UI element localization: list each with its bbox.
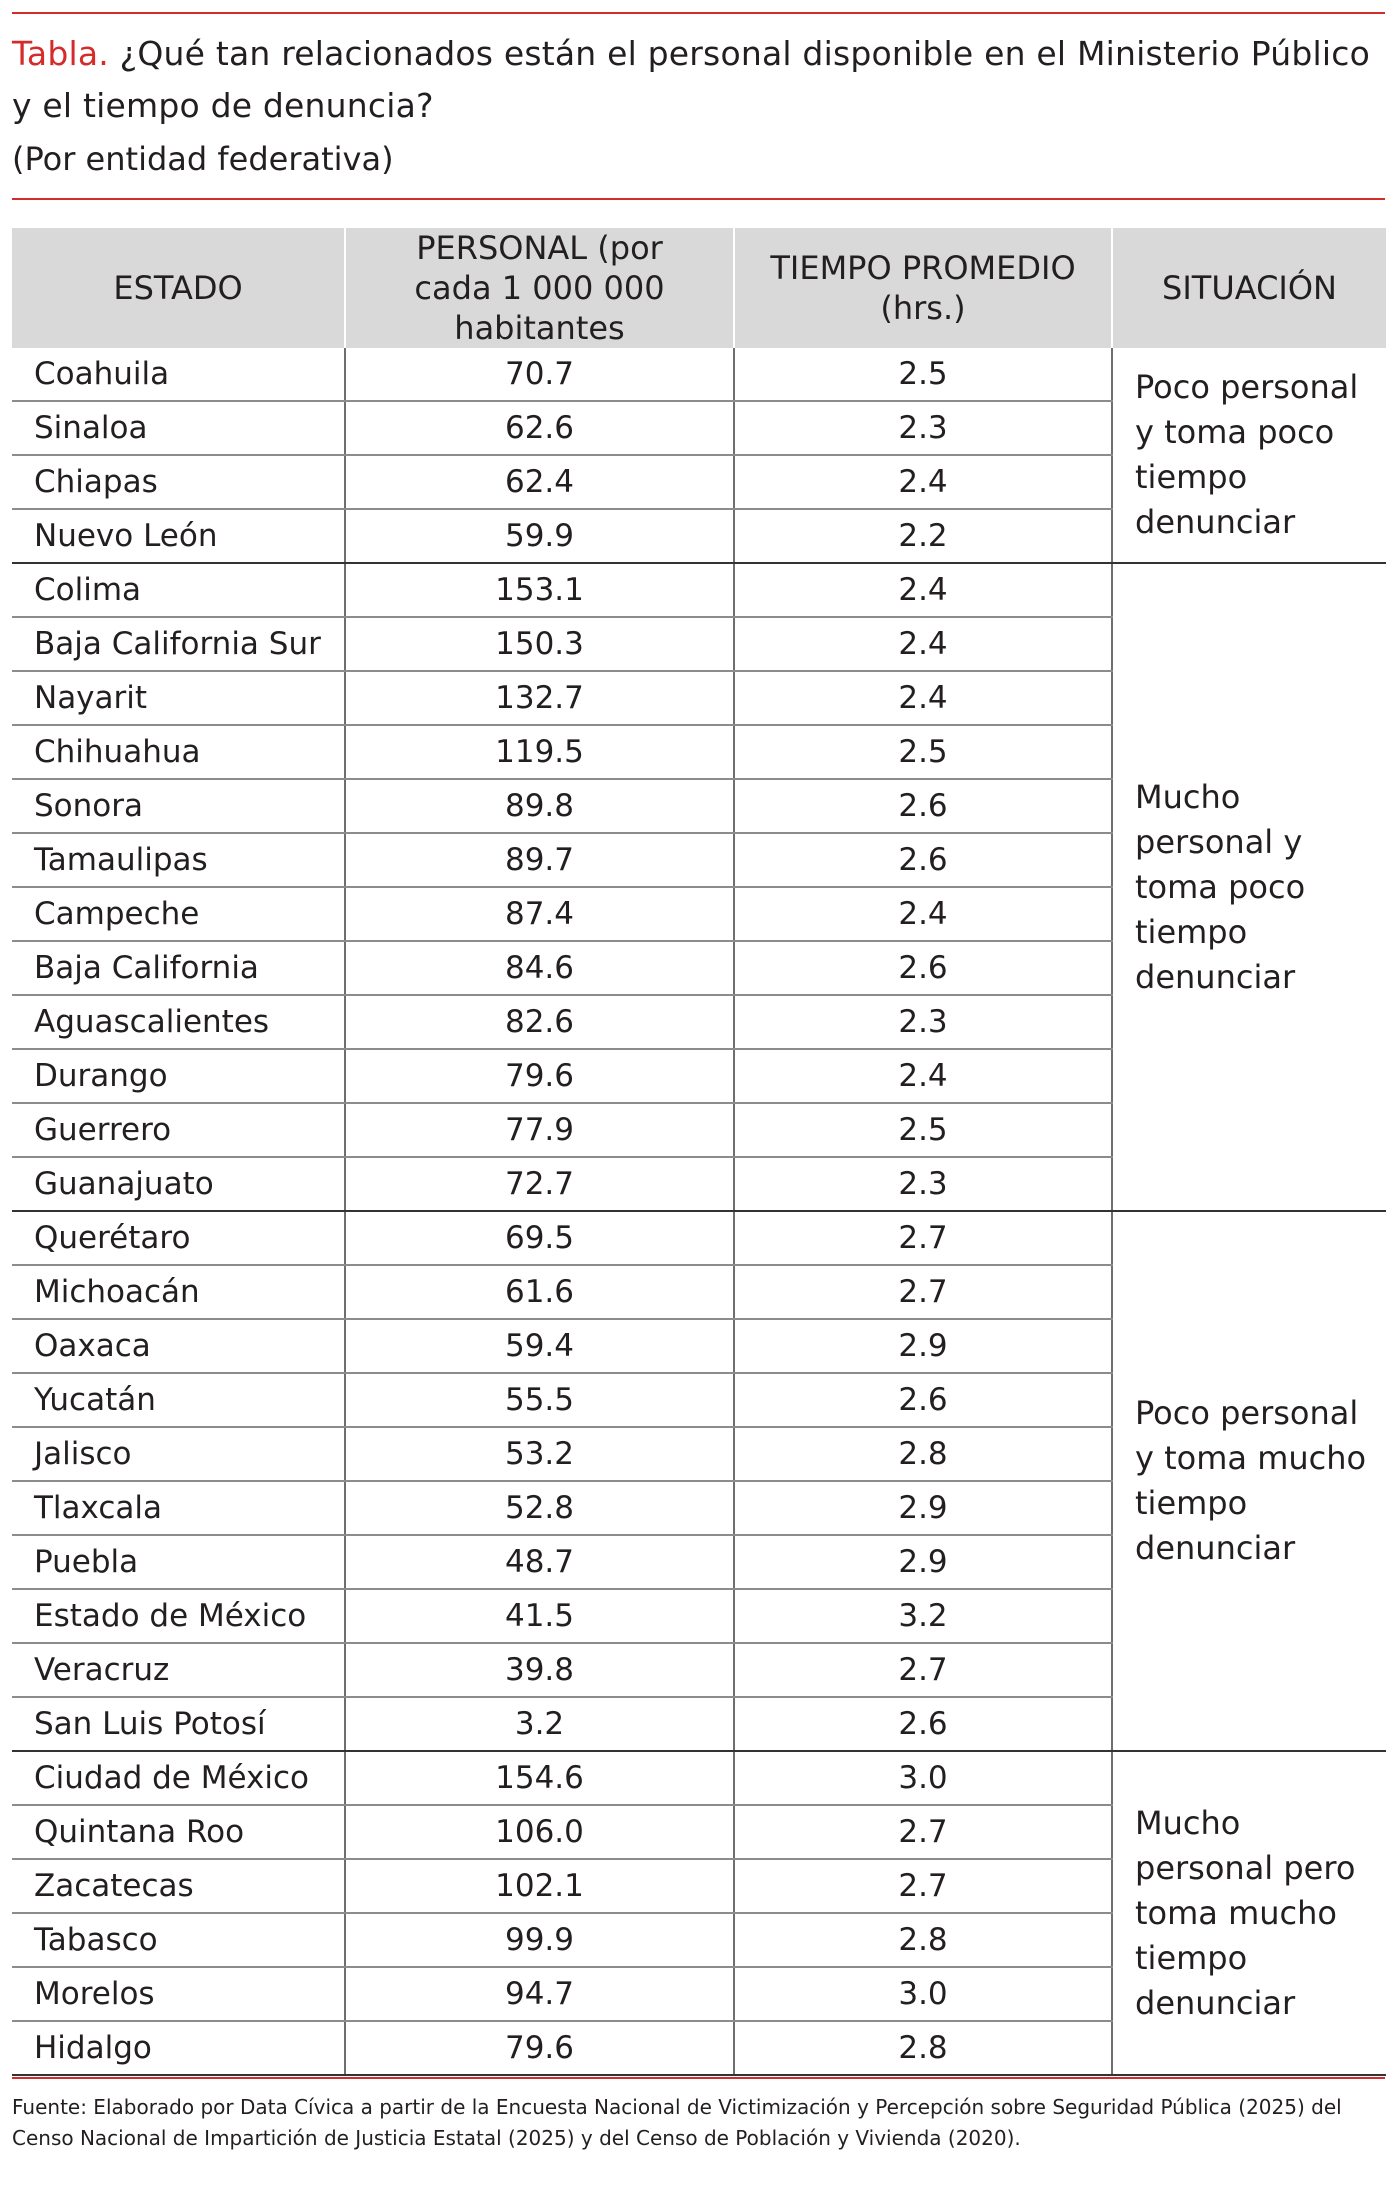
cell-estado: Coahuila	[12, 348, 345, 401]
cell-tiempo: 2.4	[734, 617, 1112, 671]
cell-personal: 69.5	[345, 1211, 734, 1265]
cell-personal: 62.4	[345, 455, 734, 509]
title-label: Tabla.	[12, 34, 109, 73]
cell-tiempo: 2.8	[734, 1427, 1112, 1481]
cell-estado: Nuevo León	[12, 509, 345, 563]
table-header-row	[12, 228, 1386, 348]
cell-tiempo: 2.7	[734, 1265, 1112, 1319]
cell-personal: 39.8	[345, 1643, 734, 1697]
cell-personal: 77.9	[345, 1103, 734, 1157]
cell-tiempo: 2.6	[734, 1373, 1112, 1427]
cell-personal: 62.6	[345, 401, 734, 455]
cell-estado: Veracruz	[12, 1643, 345, 1697]
title-text: ¿Qué tan relacionados están el personal disponible en el Ministerio Público y el tiempo de denuncia?	[12, 34, 1370, 125]
cell-tiempo: 3.0	[734, 1967, 1112, 2021]
cell-situacion: Poco personal y toma mucho tiempo denunciar	[1112, 1211, 1386, 1751]
table-title	[12, 28, 1385, 132]
cell-situacion: Mucho personal pero toma mucho tiempo denunciar	[1112, 1751, 1386, 2075]
cell-tiempo: 2.4	[734, 455, 1112, 509]
cell-tiempo: 2.7	[734, 1643, 1112, 1697]
cell-tiempo: 2.8	[734, 1913, 1112, 1967]
cell-estado: Zacatecas	[12, 1859, 345, 1913]
cell-tiempo: 2.4	[734, 671, 1112, 725]
source-note: Fuente: Elaborado por Data Cívica a partir de la Encuesta Nacional de Victimización y Percepción sobre Seguridad Pública (2025) del Censo Nacional de Impartición de Justicia Estatal (2025) y del Censo de Población y Vivienda (2020).	[12, 2095, 1342, 2150]
cell-personal: 48.7	[345, 1535, 734, 1589]
cell-personal: 3.2	[345, 1697, 734, 1751]
cell-estado: Puebla	[12, 1535, 345, 1589]
cell-estado: San Luis Potosí	[12, 1697, 345, 1751]
cell-tiempo: 2.5	[734, 1103, 1112, 1157]
cell-tiempo: 2.7	[734, 1211, 1112, 1265]
cell-estado: Tabasco	[12, 1913, 345, 1967]
top-rule	[12, 12, 1385, 14]
cell-estado: Ciudad de México	[12, 1751, 345, 1805]
cell-tiempo: 2.7	[734, 1805, 1112, 1859]
cell-tiempo: 2.4	[734, 563, 1112, 617]
cell-personal: 102.1	[345, 1859, 734, 1913]
cell-personal: 99.9	[345, 1913, 734, 1967]
cell-tiempo: 2.6	[734, 833, 1112, 887]
cell-personal: 52.8	[345, 1481, 734, 1535]
cell-estado: Jalisco	[12, 1427, 345, 1481]
cell-estado: Hidalgo	[12, 2021, 345, 2075]
cell-personal: 150.3	[345, 617, 734, 671]
cell-personal: 106.0	[345, 1805, 734, 1859]
cell-estado: Quintana Roo	[12, 1805, 345, 1859]
cell-tiempo: 2.7	[734, 1859, 1112, 1913]
cell-estado: Sinaloa	[12, 401, 345, 455]
cell-situacion: Mucho personal y toma poco tiempo denunciar	[1112, 563, 1386, 1211]
cell-estado: Guanajuato	[12, 1157, 345, 1211]
cell-estado: Campeche	[12, 887, 345, 941]
header-personal: PERSONAL (por cada 1 000 000 habitantes	[345, 228, 734, 348]
cell-tiempo: 2.4	[734, 1049, 1112, 1103]
cell-estado: Baja California	[12, 941, 345, 995]
cell-tiempo: 2.6	[734, 1697, 1112, 1751]
cell-personal: 41.5	[345, 1589, 734, 1643]
cell-personal: 79.6	[345, 2021, 734, 2075]
cell-personal: 87.4	[345, 887, 734, 941]
cell-personal: 72.7	[345, 1157, 734, 1211]
table-subtitle: (Por entidad federativa)	[12, 140, 394, 178]
cell-tiempo: 2.6	[734, 779, 1112, 833]
table-body	[12, 348, 1386, 2075]
cell-tiempo: 3.0	[734, 1751, 1112, 1805]
cell-estado: Nayarit	[12, 671, 345, 725]
table-row	[12, 1751, 1386, 1805]
cell-estado: Chiapas	[12, 455, 345, 509]
cell-personal: 55.5	[345, 1373, 734, 1427]
cell-tiempo: 2.3	[734, 995, 1112, 1049]
cell-tiempo: 2.9	[734, 1319, 1112, 1373]
cell-tiempo: 2.2	[734, 509, 1112, 563]
cell-tiempo: 2.3	[734, 401, 1112, 455]
cell-estado: Durango	[12, 1049, 345, 1103]
data-table	[12, 228, 1386, 2076]
cell-tiempo: 3.2	[734, 1589, 1112, 1643]
cell-situacion: Poco personal y toma poco tiempo denunciar	[1112, 348, 1386, 563]
cell-personal: 59.9	[345, 509, 734, 563]
cell-estado: Tlaxcala	[12, 1481, 345, 1535]
cell-personal: 132.7	[345, 671, 734, 725]
cell-personal: 84.6	[345, 941, 734, 995]
cell-estado: Morelos	[12, 1967, 345, 2021]
cell-tiempo: 2.3	[734, 1157, 1112, 1211]
table-row	[12, 563, 1386, 617]
cell-personal: 70.7	[345, 348, 734, 401]
cell-estado: Guerrero	[12, 1103, 345, 1157]
cell-estado: Yucatán	[12, 1373, 345, 1427]
header-tiempo: TIEMPO PROMEDIO (hrs.)	[734, 228, 1112, 348]
cell-estado: Colima	[12, 563, 345, 617]
title-bottom-rule	[12, 198, 1385, 200]
cell-estado: Querétaro	[12, 1211, 345, 1265]
bottom-rule	[12, 2077, 1385, 2079]
cell-personal: 79.6	[345, 1049, 734, 1103]
table-row	[12, 348, 1386, 401]
cell-personal: 59.4	[345, 1319, 734, 1373]
cell-estado: Estado de México	[12, 1589, 345, 1643]
cell-estado: Sonora	[12, 779, 345, 833]
cell-personal: 89.7	[345, 833, 734, 887]
cell-estado: Baja California Sur	[12, 617, 345, 671]
cell-tiempo: 2.5	[734, 348, 1112, 401]
cell-estado: Oaxaca	[12, 1319, 345, 1373]
cell-personal: 119.5	[345, 725, 734, 779]
cell-personal: 61.6	[345, 1265, 734, 1319]
cell-tiempo: 2.9	[734, 1535, 1112, 1589]
cell-tiempo: 2.9	[734, 1481, 1112, 1535]
cell-tiempo: 2.8	[734, 2021, 1112, 2075]
cell-tiempo: 2.4	[734, 887, 1112, 941]
cell-personal: 82.6	[345, 995, 734, 1049]
cell-tiempo: 2.6	[734, 941, 1112, 995]
cell-personal: 94.7	[345, 1967, 734, 2021]
cell-personal: 154.6	[345, 1751, 734, 1805]
header-situacion: SITUACIÓN	[1112, 228, 1386, 348]
cell-tiempo: 2.5	[734, 725, 1112, 779]
cell-estado: Tamaulipas	[12, 833, 345, 887]
cell-personal: 153.1	[345, 563, 734, 617]
cell-estado: Chihuahua	[12, 725, 345, 779]
cell-estado: Michoacán	[12, 1265, 345, 1319]
cell-estado: Aguascalientes	[12, 995, 345, 1049]
header-estado: ESTADO	[12, 228, 345, 348]
cell-personal: 89.8	[345, 779, 734, 833]
table-row	[12, 1211, 1386, 1265]
cell-personal: 53.2	[345, 1427, 734, 1481]
